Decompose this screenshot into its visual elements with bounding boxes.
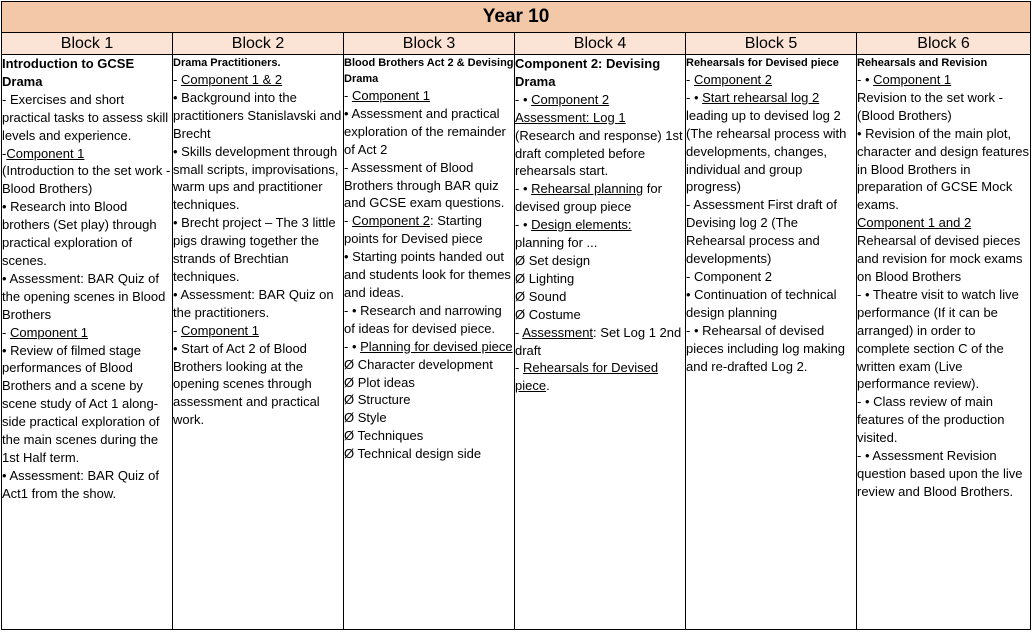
block-title: Rehearsals for Devised piece (686, 57, 839, 69)
line-text: • Start of Act 2 of Blood Brothers looking at the opening scenes through assessment and practical work. (173, 340, 320, 428)
underlined-text: Component 1 (180, 322, 260, 338)
line-text: • Assessment: BAR Quiz on the practitioners. (173, 286, 334, 320)
line-text: • Research into Blood brothers (Set play) through practical exploration of scenes. (2, 199, 157, 268)
page-title: Year 10 (2, 2, 1031, 33)
line-text: for devised group piece (515, 181, 662, 215)
line-text: • Revision of the main plot, character and design features in Blood Brothers in preparation of GCSE Mock exams. (857, 125, 1029, 213)
block-line (344, 445, 514, 463)
line-text: Ø Sound (515, 288, 567, 304)
line-text: • Assessment and practical exploration of the remainder of Act 2 (344, 105, 506, 157)
block-line (857, 232, 1030, 286)
block-line (2, 467, 172, 503)
block-3-cell (344, 55, 515, 630)
block-line (686, 268, 856, 286)
block-line (515, 127, 685, 181)
block-line (2, 342, 172, 467)
block-line (857, 286, 1030, 393)
line-text: - (173, 72, 181, 87)
block-line (857, 89, 1030, 125)
block-line (515, 109, 685, 127)
line-text: (Introduction to the set work - Blood Brothers) (2, 163, 171, 197)
block-line (857, 125, 1030, 215)
line-text: Ø Character development (344, 356, 493, 372)
line-text: (Research and response) 1st draft completed before rehearsals start. (515, 127, 683, 179)
underlined-text: Start rehearsal log 2 (702, 89, 820, 105)
block-line (344, 374, 514, 392)
line-text: • Assessment: BAR Quiz of the opening scenes in Blood Brothers (2, 270, 166, 322)
line-text: Ø Techniques (344, 428, 424, 444)
block-3-header: Block 3 (344, 33, 515, 55)
line-text: • Starting points handed out and students look for themes and ideas. (344, 249, 511, 300)
underlined-text: Component 1 (9, 324, 89, 340)
line-text: - • Assessment Revision question based upon the live review and Blood Brothers. (857, 448, 1023, 499)
block-line (173, 71, 343, 89)
line-text: - (2, 145, 7, 161)
line-text: Revision to the set work - (Blood Brothers) (857, 89, 1003, 123)
block-line (2, 145, 172, 163)
block-5-cell (686, 55, 857, 630)
block-line (515, 359, 685, 395)
line-text: - • (515, 181, 532, 197)
block-line (344, 159, 514, 213)
line-text: : Starting points for Devised piece (344, 213, 483, 247)
line-text: - (344, 213, 352, 229)
block-4-cell (515, 55, 686, 630)
block-line (857, 214, 1030, 232)
underlined-text: Assessment (522, 324, 594, 340)
line-text: planning for ... (515, 235, 598, 251)
underlined-text: Component 2 (351, 213, 431, 229)
underlined-text: Component 1 (873, 72, 952, 87)
block-line (344, 356, 514, 374)
line-text: - • (344, 338, 361, 354)
title-row (2, 2, 1031, 33)
block-line (2, 162, 172, 198)
line-text: - • (515, 91, 532, 107)
block-1-header: Block 1 (2, 33, 173, 55)
underlined-text: Rehearsal planning (531, 181, 644, 197)
underlined-text: Component 1 (351, 88, 431, 103)
block-line (515, 91, 685, 109)
block-title: Blood Brothers Act 2 & Devising Drama (344, 57, 514, 85)
line-text: • Assessment: BAR Quiz of Act1 from the show. (2, 467, 159, 501)
block-line (515, 180, 685, 216)
block-line (686, 286, 856, 322)
line-text: - Assessment First draft of Devising log 2 (The Rehearsal process and developments) (686, 197, 837, 267)
underlined-text: Planning for devised piece (360, 338, 513, 354)
line-text: - Exercises and short practical tasks to assess skill levels and experience. (2, 91, 169, 143)
line-text: • Review of filmed stage performances of Blood Brothers and a scene by scene study of Act 1 along-side practical exploration of the main scenes during the 1st Half term. (2, 342, 160, 465)
line-text: Ø Structure (344, 392, 411, 408)
block-line (173, 214, 343, 286)
block-line (515, 252, 685, 270)
block-line (515, 234, 685, 252)
line-text: : Set Log 1 2nd draft (515, 324, 682, 358)
block-line (344, 302, 514, 338)
block-line (686, 71, 856, 89)
block-line (2, 91, 172, 145)
block-line (686, 89, 856, 196)
block-line (857, 447, 1030, 501)
block-line (344, 87, 514, 105)
block-line (2, 270, 172, 324)
block-line (2, 198, 172, 270)
block-line (173, 340, 343, 430)
block-2-cell (173, 55, 344, 630)
line-text: - • Class review of main features of the production visited. (857, 394, 1005, 446)
block-line (857, 393, 1030, 447)
block-line (344, 391, 514, 409)
underlined-text: Component 1 and 2 (857, 215, 972, 231)
line-text: Ø Style (344, 410, 387, 426)
underlined-text: Component 2 (693, 72, 773, 87)
underlined-text: Rehearsals for Devised piece (515, 360, 659, 394)
block-header-row (2, 33, 1031, 55)
line-text: - • Theatre visit to watch live performance (If it can be arranged) in order to complete section C of the written exam (Live performance review). (857, 286, 1019, 392)
block-line (344, 105, 514, 159)
underlined-text: Design elements: (531, 217, 632, 233)
line-text: - • (515, 217, 532, 233)
block-title: Rehearsals and Revision (857, 57, 988, 69)
block-4-header: Block 4 (515, 33, 686, 55)
block-line (515, 288, 685, 306)
line-text: - (515, 360, 523, 376)
year-plan-table (1, 1, 1031, 630)
line-text: • Skills development through small scripts, improvisations, warm ups and practitioner techniques. (173, 143, 339, 213)
line-text: - • Rehearsal of devised pieces including log making and re-drafted Log 2. (686, 322, 845, 374)
block-line (344, 427, 514, 445)
block-6-header: Block 6 (857, 33, 1031, 55)
line-text: • Brecht project – The 3 little pigs drawing together the strands of Brechtian techniques. (173, 215, 336, 284)
line-text: - • (686, 89, 703, 105)
block-line (515, 306, 685, 324)
line-text: • Continuation of technical design planning (686, 286, 837, 320)
block-line (2, 324, 172, 342)
block-line (515, 216, 685, 234)
block-line (344, 248, 514, 302)
block-line (173, 322, 343, 340)
underlined-text: Component 1 (6, 145, 85, 161)
block-line (857, 71, 1030, 89)
block-line (515, 324, 685, 360)
line-text: Ø Set design (515, 252, 591, 268)
underlined-text: Component 1 & 2 (180, 72, 283, 87)
block-title: Component 2: Devising Drama (515, 56, 661, 89)
line-text: - Component 2 (686, 268, 772, 284)
line-text: . (546, 378, 550, 394)
block-1-cell (2, 55, 173, 630)
line-text: - (173, 322, 181, 338)
line-text: - Assessment of Blood Brothers through BAR quiz and GCSE exam questions. (344, 159, 505, 211)
block-line (173, 143, 343, 215)
line-text: Ø Plot ideas (344, 374, 415, 390)
block-content-row (2, 55, 1031, 630)
block-title: Drama Practitioners. (173, 57, 281, 69)
block-title: Introduction to GCSE Drama (2, 56, 135, 89)
line-text: Ø Lighting (515, 270, 575, 286)
block-5-header: Block 5 (686, 33, 857, 55)
block-line (344, 212, 514, 248)
block-line (344, 409, 514, 427)
block-6-cell (857, 55, 1031, 630)
line-text: - (2, 324, 10, 340)
line-text: - (515, 324, 523, 340)
line-text: - (344, 88, 352, 103)
line-text: - • (857, 72, 874, 87)
line-text: leading up to devised log 2 (The rehearsal process with developments, changes, individual and group progress) (686, 107, 847, 195)
block-line (173, 286, 343, 322)
underlined-text: Assessment: Log 1 (515, 109, 626, 125)
line-text: Ø Technical design side (344, 446, 482, 462)
block-line (686, 322, 856, 376)
block-line (173, 89, 343, 143)
line-text: - (686, 72, 694, 87)
block-line (515, 270, 685, 288)
underlined-text: Component 2 (531, 91, 610, 107)
line-text: • Background into the practitioners Stanislavski and Brecht (173, 89, 342, 141)
block-line (344, 338, 514, 356)
block-line (686, 196, 856, 268)
line-text: Ø Costume (515, 306, 581, 322)
block-2-header: Block 2 (173, 33, 344, 55)
line-text: - • Research and narrowing of ideas for devised piece. (344, 302, 502, 336)
line-text: Rehearsal of devised pieces and revision for mock exams on Blood Brothers (857, 233, 1023, 284)
